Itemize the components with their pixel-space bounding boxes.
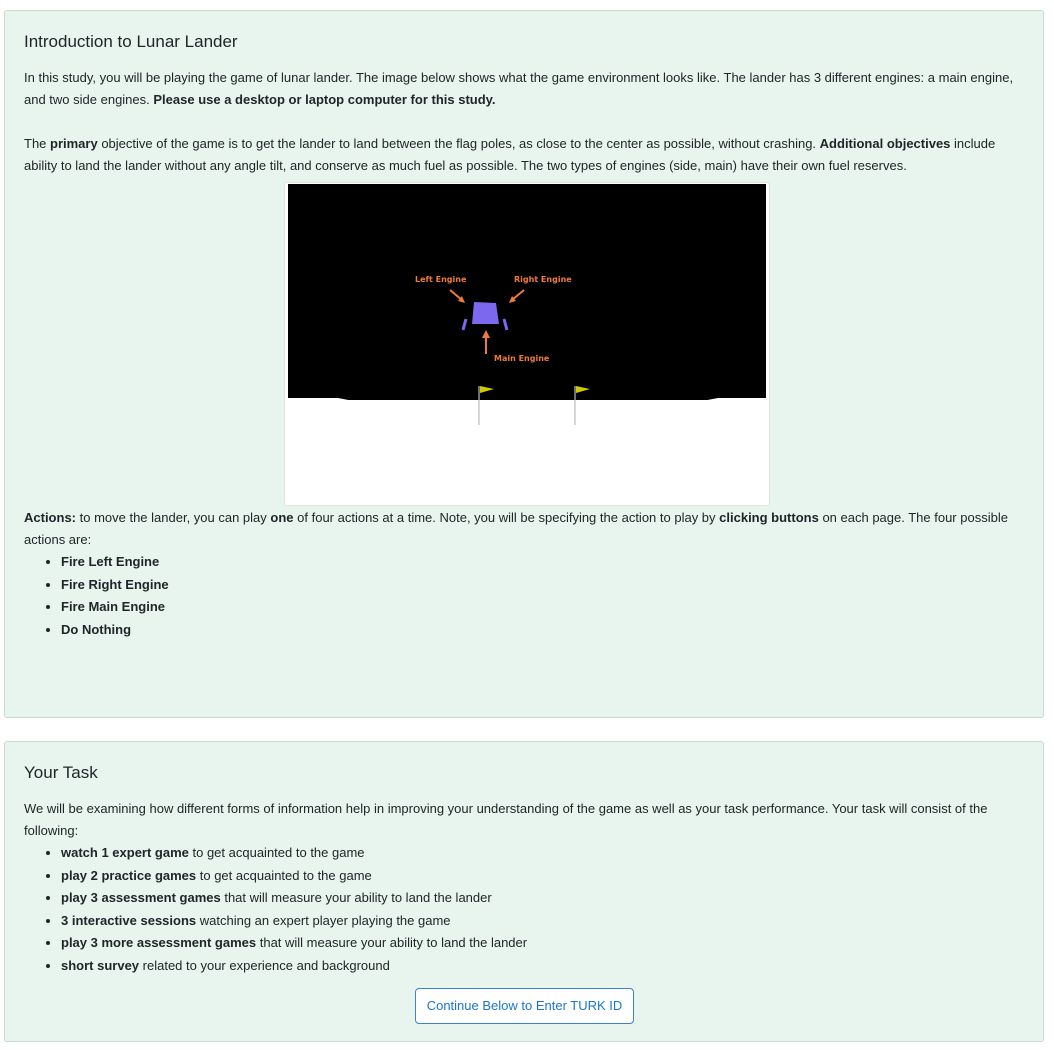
list-item <box>61 842 1025 865</box>
action-fire-main: Fire Main Engine <box>61 599 166 614</box>
intro-p1-text: In this study, you will be playing the game of lunar lander. The image below shows what the game environment looks like. The lander has 3 different engines: a main engine, and two side engines. <box>24 70 1014 107</box>
actions-list <box>24 551 1025 641</box>
task-item-bold: watch 1 expert game <box>61 845 189 860</box>
intro-p1-bold: Please use a desktop or laptop computer for this study. <box>153 92 496 107</box>
actions-paragraph <box>24 507 1025 551</box>
actions-text-3: on each page. The four possible actions are: <box>24 510 1008 547</box>
action-fire-right: Fire Right Engine <box>61 576 169 592</box>
task-item-rest: that will measure your ability to land the lander <box>256 935 528 950</box>
moon-surface <box>288 398 766 504</box>
lunar-lander-scene <box>288 184 766 504</box>
intro-p2-mid1: objective of the game is to get the lander to land between the flag poles, as close to the center as possible, without crashing. <box>97 136 820 151</box>
intro-panel <box>4 10 1044 718</box>
task-list <box>24 842 1025 977</box>
actions-bold-clicking: clicking buttons <box>719 510 819 525</box>
list-item <box>61 596 1025 619</box>
task-item-bold: 3 interactive sessions <box>61 912 197 928</box>
task-item-bold: short survey <box>61 957 140 973</box>
left-engine-label: Left Engine <box>415 275 467 284</box>
game-environment-image <box>284 182 770 506</box>
task-panel <box>4 741 1044 1042</box>
intro-p2-bold-primary: primary <box>50 136 98 151</box>
actions-bold-one: one <box>270 510 294 525</box>
intro-paragraph-1 <box>24 67 1025 111</box>
right-engine-label: Right Engine <box>514 275 572 284</box>
list-item <box>61 932 1025 955</box>
task-item-rest: that will measure your ability to land the lander <box>220 890 492 905</box>
task-item-rest: watching an expert player playing the game <box>196 912 451 928</box>
task-item-bold: play 3 more assessment games <box>61 935 257 950</box>
task-item-rest: to get acquainted to the game <box>196 867 372 883</box>
list-item <box>61 574 1025 597</box>
task-intro: We will be examining how different forms of information help in improving your understanding of the game as well as your task performance. Your task will consist of the following: <box>24 801 988 838</box>
continue-turk-id-button[interactable]: Continue Below to Enter TURK ID <box>415 988 635 1024</box>
intro-p2-mid2: include ability to land the lander without any angle tilt, and conserve as much fuel as possible. The two types of engines (side, main) have their own fuel reserves. <box>24 136 996 173</box>
list-item <box>61 887 1025 910</box>
space-background <box>288 184 766 400</box>
intro-title: Introduction to Lunar Lander <box>24 32 238 51</box>
lander-body <box>472 302 499 324</box>
list-item <box>61 865 1025 888</box>
intro-paragraph-2 <box>24 133 1025 177</box>
task-item-rest: related to your experience and background <box>139 957 390 973</box>
actions-text-1: to move the lander, you can play <box>76 510 271 525</box>
action-fire-left: Fire Left Engine <box>61 554 160 569</box>
button-container <box>24 988 1025 1024</box>
intro-p2-pre: The <box>24 136 51 151</box>
task-item-rest: to get acquainted to the game <box>188 845 365 860</box>
task-item-bold: play 2 practice games <box>61 867 197 883</box>
actions-label: Actions: <box>24 510 76 525</box>
list-item <box>61 910 1025 933</box>
intro-p2-bold-additional: Additional objectives <box>819 136 951 151</box>
list-item <box>61 955 1025 978</box>
task-item-bold: play 3 assessment games <box>61 890 221 905</box>
main-engine-label: Main Engine <box>494 354 550 363</box>
list-item <box>61 551 1025 574</box>
action-do-nothing: Do Nothing <box>61 621 132 637</box>
list-item <box>61 619 1025 642</box>
task-title: Your Task <box>24 763 98 782</box>
actions-text-2: of four actions at a time. Note, you will be specifying the action to play by <box>293 510 720 525</box>
